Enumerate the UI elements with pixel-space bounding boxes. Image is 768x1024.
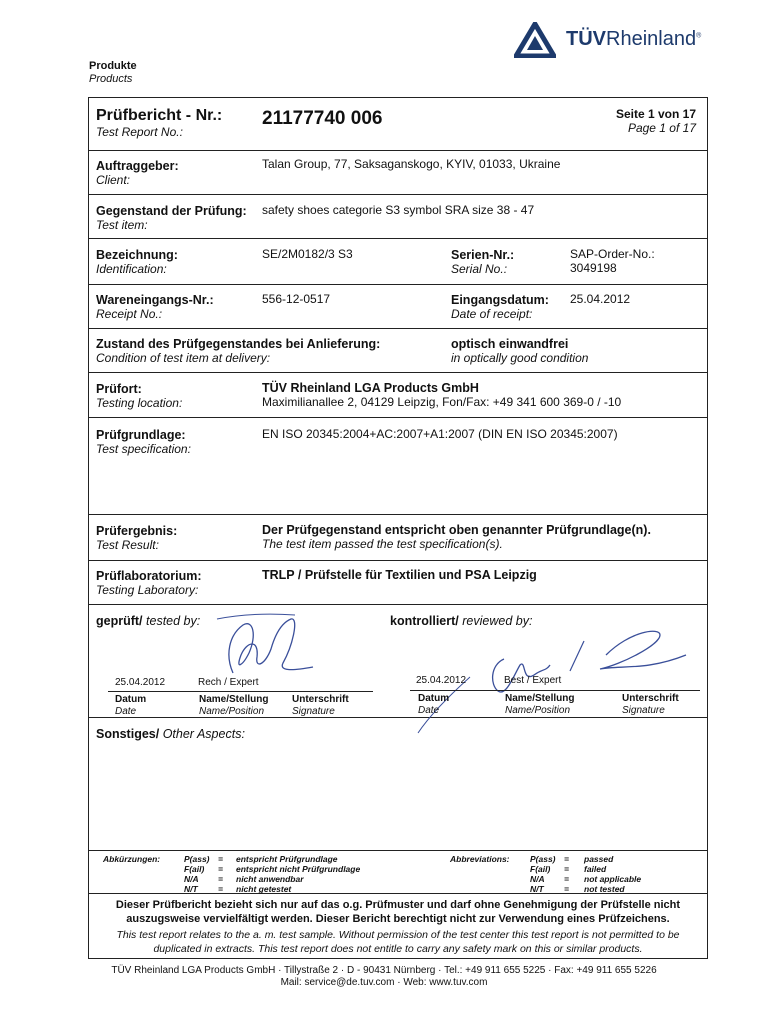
test-item-label-de: Gegenstand der Prüfung: [96,204,247,218]
abbr-eq: = [564,854,569,864]
location-label-en: Testing location: [96,396,183,410]
abbr-eq: = [564,864,569,874]
report-title-de: Prüfbericht - Nr.: [96,107,223,124]
result-label [96,524,177,552]
page-indicator-en: Page 1 of 17 [627,121,696,135]
result-label-de: Prüfergebnis: [96,524,178,538]
receipt-value: 556-12-0517 [262,292,331,306]
identification-value: SE/2M0182/3 S3 [262,247,353,261]
page-indicator-de: Seite 1 von 17 [615,107,696,121]
abbr-row-en [530,884,641,894]
abbr-value: passed [584,854,614,864]
laboratory-value: TRLP / Prüfstelle für Textilien und PSA Leipzig [262,568,537,582]
divider [88,238,708,239]
disclaimer [90,898,706,956]
receipt-label [96,293,214,321]
reviewer-name: Best / Expert [504,675,562,686]
result-value [262,523,651,551]
tuv-triangle-logo-icon [514,22,556,58]
disclaimer-en-line-2: duplicated in extracts. This test report does not entitle to carry any safety mark on this or similar products. [153,943,643,955]
abbr-value: not tested [584,884,625,894]
abbr-key: N/A [530,874,545,884]
report-title [96,107,222,139]
other-aspects-label [96,727,245,741]
abbr-row-de [184,854,360,864]
logo-text-rest: Rheinland [606,28,697,50]
reviewer-date: 25.04.2012 [416,675,467,686]
right-col-signature [622,693,679,717]
laboratory-label [96,569,202,597]
result-value-en: The test item passed the test specification(s). [262,537,503,551]
abbr-eq: = [564,884,569,894]
divider [88,417,708,418]
abbr-row-de [184,884,360,894]
receipt-date-value: 25.04.2012 [570,292,631,306]
abbr-key: F(ail) [184,864,205,874]
serial-label-de: Serien-Nr.: [451,248,515,262]
specification-label-de: Prüfgrundlage: [96,428,186,442]
left-col-name-en: Name/Position [199,706,265,717]
left-col-name-de: Name/Stellung [199,694,269,705]
left-col-signature [292,694,349,718]
identification-label-en: Identification: [96,262,167,276]
condition-value-de: optisch einwandfrei [451,337,569,351]
serial-value-line-1: SAP-Order-No.: [570,247,655,261]
logo-text-strong: TÜV [566,28,606,50]
products-header [89,60,137,86]
divider [88,194,708,195]
disclaimer-en-line-1: This test report relates to the a. m. test sample. Without permission of the test center this test report is not permitted to be [116,929,680,941]
right-col-name-de: Name/Stellung [505,693,575,704]
tested-by-de: geprüft/ [96,614,143,628]
specification-label-en: Test specification: [96,442,191,456]
abbr-eq: = [218,884,223,894]
abbr-row-de [184,874,360,884]
disclaimer-de-line-2: auszugsweise vervielfältigt werden. Dieser Bericht berechtigt nicht zur Verwendung eines Prüfzeichens. [126,913,670,925]
test-item-value: safety shoes categorie S3 symbol SRA size 38 - 47 [262,203,535,217]
reviewed-by-de: kontrolliert/ [390,614,459,628]
tester-signature-image [195,605,335,685]
abbr-row-de [184,864,360,874]
footer-line-1: TÜV Rheinland LGA Products GmbH · Tillystraße 2 · D - 90431 Nürnberg · Tel.: +49 911 655 5225 · Fax: +49 911 655 5226 [111,965,657,976]
tester-name: Rech / Expert [198,677,259,688]
abbr-eq: = [564,874,569,884]
receipt-date-label-de: Eingangsdatum: [451,293,549,307]
left-col-date [115,694,146,718]
laboratory-label-en: Testing Laboratory: [96,583,199,597]
abbr-value: nicht getestet [236,884,292,894]
location-value [262,381,621,409]
divider [88,604,708,605]
reviewed-by-en: reviewed by: [462,614,533,628]
page-indicator [590,107,696,135]
result-label-en: Test Result: [96,538,159,552]
logo-reg-mark: ® [696,32,702,40]
tested-by-label [96,614,200,628]
abbr-key: F(ail) [530,864,551,874]
abbreviations-title-de: Abkürzungen: [103,854,161,864]
result-value-de: Der Prüfgegenstand entspricht oben genannter Prüfgrundlage(n). [262,523,651,537]
receipt-date-label [451,293,549,321]
right-col-name [505,693,574,717]
serial-value-line-2: 3049198 [570,261,617,275]
abbr-eq: = [218,864,223,874]
client-value: Talan Group, 77, Saksaganskogo, KYIV, 01033, Ukraine [262,157,561,171]
serial-value [570,247,655,275]
location-label [96,382,182,410]
test-item-label [96,204,247,232]
serial-label-en: Serial No.: [451,262,508,276]
divider [88,560,708,561]
right-col-signature-de: Unterschrift [622,693,679,704]
location-value-line-1: TÜV Rheinland LGA Products GmbH [262,381,479,395]
products-label-en: Products [89,73,133,85]
abbr-eq: = [218,854,223,864]
abbr-key: P(ass) [530,854,556,864]
location-label-de: Prüfort: [96,382,142,396]
right-col-date [418,693,449,717]
tester-date: 25.04.2012 [115,677,166,688]
report-title-en: Test Report No.: [96,125,183,139]
receipt-label-en: Receipt No.: [96,307,163,321]
right-col-signature-en: Signature [622,705,665,716]
abbr-value: entspricht nicht Prüfgrundlage [236,864,361,874]
right-col-date-de: Datum [418,693,450,704]
identification-label-de: Bezeichnung: [96,248,178,262]
condition-label [96,337,380,365]
left-col-name [199,694,268,718]
left-col-signature-de: Unterschrift [292,694,349,705]
specification-label [96,428,191,456]
abbreviations-list-de [184,854,360,894]
left-col-date-en: Date [115,706,137,717]
test-item-label-en: Test item: [96,218,148,232]
abbr-key: P(ass) [184,854,210,864]
abbreviations-list-en [530,854,641,894]
receipt-label-de: Wareneingangs-Nr.: [96,293,214,307]
left-col-signature-en: Signature [292,706,335,717]
tuv-logo-text [566,28,701,51]
divider [88,514,708,515]
divider [88,150,708,151]
serial-label [451,248,514,276]
laboratory-label-de: Prüflaboratorium: [96,569,202,583]
abbreviations-title-en: Abbreviations: [450,854,510,864]
right-col-name-en: Name/Position [505,705,571,716]
abbr-key: N/A [184,874,199,884]
condition-label-de: Zustand des Prüfgegenstandes bei Anlieferung: [96,337,381,351]
signature-line-left [108,691,373,692]
condition-label-en: Condition of test item at delivery: [96,351,271,365]
other-aspects-en: Other Aspects: [162,727,245,741]
divider [88,372,708,373]
right-col-date-en: Date [418,705,440,716]
abbr-value: entspricht Prüfgrundlage [236,854,338,864]
disclaimer-de-line-1: Dieser Prüfbericht bezieht sich nur auf das o.g. Prüfmuster und darf ohne Genehmigung der Prüfstelle nicht [115,899,681,911]
abbr-key: N/T [184,884,198,894]
divider [88,328,708,329]
abbr-key: N/T [530,884,544,894]
signature-line-right [410,690,700,691]
location-value-line-2: Maximilianallee 2, 04129 Leipzig, Fon/Fax: +49 341 600 369-0 / -10 [262,395,622,409]
condition-value-en: in optically good condition [451,351,589,365]
specification-value: EN ISO 20345:2004+AC:2007+A1:2007 (DIN EN ISO 20345:2007) [262,427,618,441]
divider [88,850,708,851]
client-label [96,159,179,187]
divider [88,284,708,285]
receipt-date-label-en: Date of receipt: [451,307,533,321]
abbr-row-en [530,874,641,884]
tested-by-en: tested by: [146,614,201,628]
left-col-date-de: Datum [115,694,147,705]
client-label-en: Client: [96,173,131,187]
abbr-value: nicht anwendbar [236,874,304,884]
client-label-de: Auftraggeber: [96,159,179,173]
abbr-row-en [530,854,641,864]
abbr-row-en [530,864,641,874]
abbr-value: not applicable [584,874,642,884]
condition-value [451,337,588,365]
footer-line-2: Mail: service@de.tuv.com · Web: www.tuv.com [280,977,488,988]
footer [60,965,708,989]
other-aspects-de: Sonstiges/ [96,727,160,741]
abbr-value: failed [584,864,607,874]
products-label-de: Produkte [89,60,137,72]
identification-label [96,248,178,276]
report-number: 21177740 006 [262,108,383,129]
abbr-eq: = [218,874,223,884]
